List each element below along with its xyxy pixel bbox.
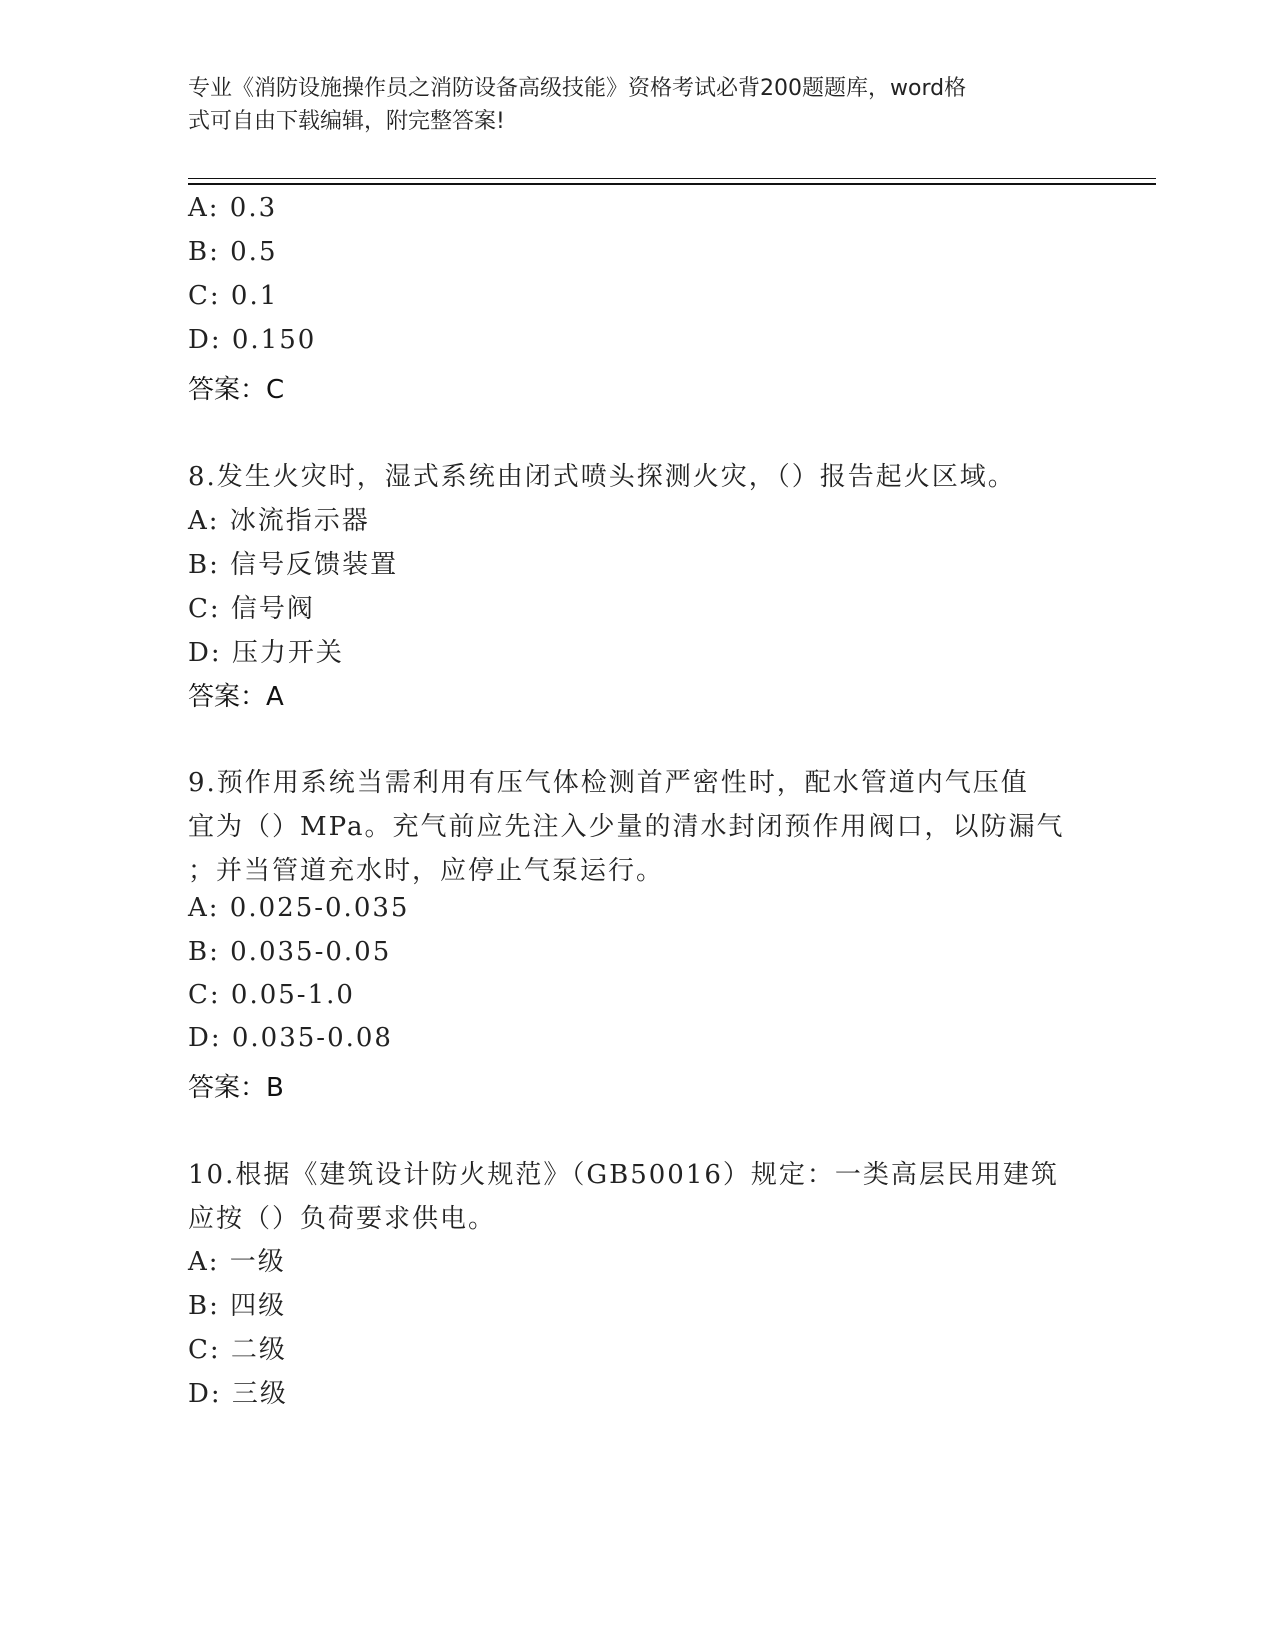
q9-option-c: C: 0.05-1.0 — [188, 980, 355, 1010]
q10-option-b: B: 四级 — [188, 1291, 287, 1321]
q9-answer: 答案：B — [188, 1073, 284, 1103]
q9-option-d: D: 0.035-0.08 — [188, 1023, 393, 1053]
q7-option-d: D: 0.150 — [188, 325, 317, 355]
q10-question-line-2: 应按（）负荷要求供电。 — [188, 1204, 497, 1234]
header-divider-thin — [188, 178, 1156, 179]
q9-question-line-3: ；并当管道充水时，应停止气泵运行。 — [188, 856, 665, 886]
q9-option-b: B: 0.035-0.05 — [188, 937, 392, 967]
q8-question: 8.发生火灾时，湿式系统由闭式喷头探测火灾，（）报告起火区域。 — [188, 462, 1016, 492]
q8-option-b: B: 信号反馈装置 — [188, 550, 399, 580]
q9-question-line-1: 9.预作用系统当需利用有压气体检测首严密性时，配水管道内气压值 — [188, 768, 1029, 798]
q8-answer: 答案：A — [188, 682, 284, 712]
q7-option-b: B: 0.5 — [188, 237, 278, 267]
q10-option-c: C: 二级 — [188, 1335, 287, 1365]
q10-option-a: A: 一级 — [188, 1247, 286, 1277]
q7-answer: 答案：C — [188, 375, 285, 405]
q8-option-a: A: 冰流指示器 — [188, 506, 370, 536]
q7-option-c: C: 0.1 — [188, 281, 279, 311]
document-header — [188, 72, 1068, 138]
q10-option-d: D: 三级 — [188, 1379, 288, 1409]
header-divider-thick — [188, 183, 1156, 185]
q9-question-line-2: 宜为（）MPa。充气前应先注入少量的清水封闭预作用阀口，以防漏气 — [188, 812, 1065, 842]
header-line-2: 式可自由下载编辑，附完整答案! — [188, 109, 505, 134]
q7-option-a: A: 0.3 — [188, 193, 278, 223]
q8-option-d: D: 压力开关 — [188, 638, 344, 668]
q8-option-c: C: 信号阀 — [188, 594, 315, 624]
q9-option-a: A: 0.025-0.035 — [188, 893, 410, 923]
header-line-1: 专业《消防设施操作员之消防设备高级技能》资格考试必背200题题库，word格 — [188, 76, 967, 101]
q10-question-line-1: 10.根据《建筑设计防火规范》（GB50016）规定：一类高层民用建筑 — [188, 1160, 1059, 1190]
